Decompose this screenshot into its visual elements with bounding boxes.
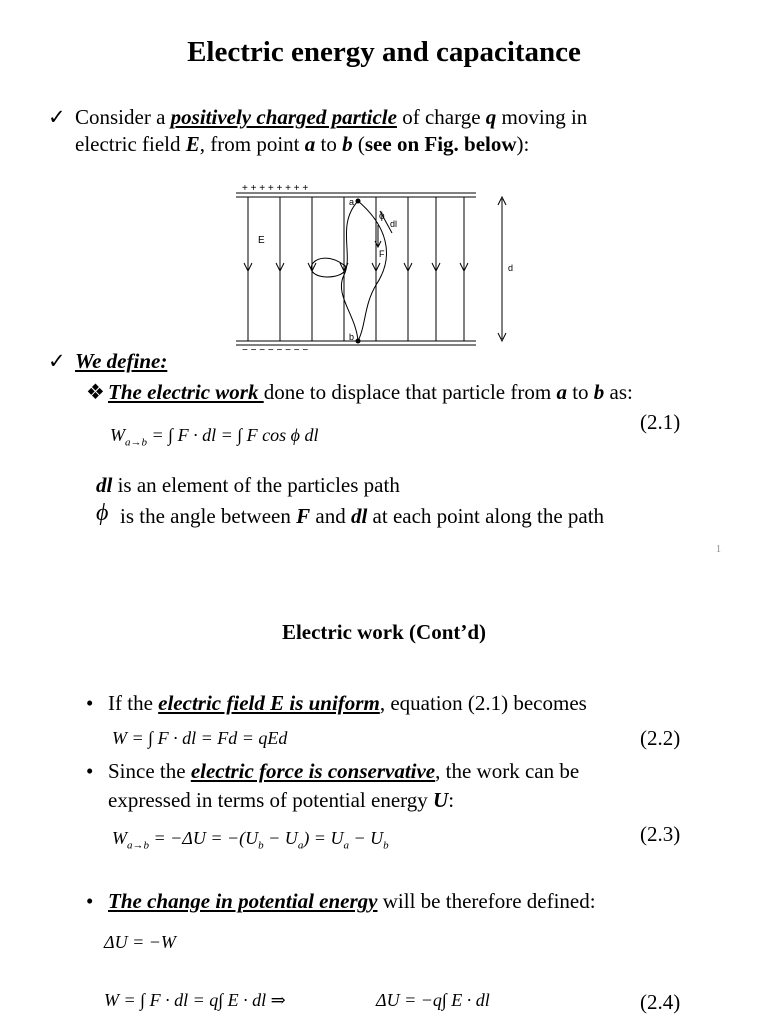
item-text: Since the	[108, 759, 191, 783]
intro-text: ):	[516, 132, 530, 156]
eq-2-4-right: ΔU = −q∫ E · dl	[376, 990, 490, 1010]
F-symbol: F	[296, 504, 311, 528]
intro-text: (	[352, 132, 365, 156]
item-text: If the	[108, 691, 159, 715]
dl-symbol: dl	[350, 504, 368, 528]
bullet-3-icon: •	[86, 889, 94, 913]
a-label: a	[349, 197, 355, 207]
item-text: , the work can be	[435, 759, 580, 783]
item-emphasis: electric field E is uniform	[158, 691, 380, 715]
F-label: F	[379, 249, 385, 259]
dl-definition	[96, 472, 400, 499]
phi-text: at each point along the path	[367, 504, 605, 528]
work-text: as:	[604, 380, 633, 404]
intro-emphasis: positively charged particle	[170, 105, 397, 129]
item-emphasis: The change in potential energy	[108, 889, 378, 913]
intro-line-1	[75, 104, 587, 131]
path-2	[358, 201, 386, 341]
work-emphasis: The electric work	[108, 380, 264, 404]
eq-2-2-number: (2.2)	[640, 726, 681, 750]
point-b: b	[342, 132, 353, 156]
eq-2-1	[110, 425, 318, 449]
eq-2-3: $W_{a\to b} = -\Delta U = -(U_b - U_a) = U_a - U_b$	[112, 828, 389, 852]
field-lines	[248, 197, 464, 341]
field-arrowheads	[244, 263, 468, 271]
item-text: expressed in terms of potential energy	[108, 788, 434, 812]
eq-2-2: W = ∫ F · dl = Fd = qEd	[112, 728, 288, 748]
item-text: , equation (2.1) becomes	[379, 691, 587, 715]
dl-symbol: dl	[96, 473, 113, 497]
dl-text: is an element of the particles path	[112, 473, 400, 497]
d-label: d	[508, 263, 514, 273]
intro-check-icon: ✓	[48, 105, 66, 129]
eq-2-3-number: (2.3)	[640, 822, 681, 846]
slide2-title: Electric work (Cont’d)	[281, 620, 487, 644]
minus-signs: − − − − − − − −	[242, 345, 309, 355]
field-figure	[236, 185, 526, 355]
item-emphasis: electric force is conservative	[190, 759, 436, 783]
slide-title: Electric energy and capacitance	[187, 36, 581, 68]
intro-text: to	[315, 132, 343, 156]
eq-2-4-left: W = ∫ F · dl = q∫ E · dl ⇒	[104, 990, 286, 1010]
phi-label: ϕ	[379, 211, 385, 222]
conservative-item-line2	[108, 787, 454, 814]
work-text: done to displace that particle from	[263, 380, 557, 404]
bullet-2-icon: •	[86, 759, 94, 783]
phi-definition	[120, 503, 604, 530]
bullet-1-icon: •	[86, 691, 94, 715]
eq-2-1-number: (2.1)	[640, 410, 681, 434]
point-a: a	[556, 380, 567, 404]
work-bullet-icon: ❖	[86, 380, 105, 404]
intro-text: Consider a	[75, 105, 171, 129]
intro-text: , from point	[199, 132, 305, 156]
figure-ref: see on Fig. below	[364, 132, 517, 156]
phi-text: and	[310, 504, 351, 528]
item-text: :	[448, 788, 455, 812]
define-check-icon: ✓	[48, 349, 66, 373]
conservative-item	[108, 758, 579, 785]
charge-symbol: q	[485, 105, 497, 129]
uniform-field-item	[108, 690, 587, 717]
item-text: will be therefore defined:	[377, 889, 596, 913]
phi-text: is the angle between	[120, 504, 297, 528]
U-symbol: U	[433, 788, 449, 812]
eq-rhs: = ∫ F · dl = ∫ F cos ϕ dl	[147, 425, 319, 445]
dl-label: dl	[390, 219, 398, 229]
field-symbol: E	[185, 132, 200, 156]
point-b: b	[593, 380, 605, 404]
define-label: We define:	[75, 349, 168, 373]
eq-lhs: W	[110, 425, 125, 445]
E-label: E	[258, 235, 265, 246]
plus-signs: + + + + + + + +	[242, 185, 309, 194]
phi-symbol: ϕ	[96, 500, 109, 526]
path-loop	[311, 258, 346, 277]
work-text: to	[566, 380, 594, 404]
eq-2-4-number: (2.4)	[640, 990, 681, 1014]
intro-text: of charge	[396, 105, 486, 129]
slide-number: 1	[716, 544, 721, 555]
intro-line-2	[75, 131, 529, 158]
point-a: a	[304, 132, 316, 156]
eq-2-3-text: = −ΔU = −(U	[153, 828, 259, 848]
b-label: b	[349, 332, 355, 342]
intro-text: moving in	[496, 105, 588, 129]
eq-sub: a→b	[125, 436, 147, 449]
work-line	[108, 379, 633, 406]
eq-delta-u: ΔU = −W	[104, 932, 176, 952]
intro-text: electric field	[75, 132, 186, 156]
potential-change-item	[108, 888, 596, 915]
